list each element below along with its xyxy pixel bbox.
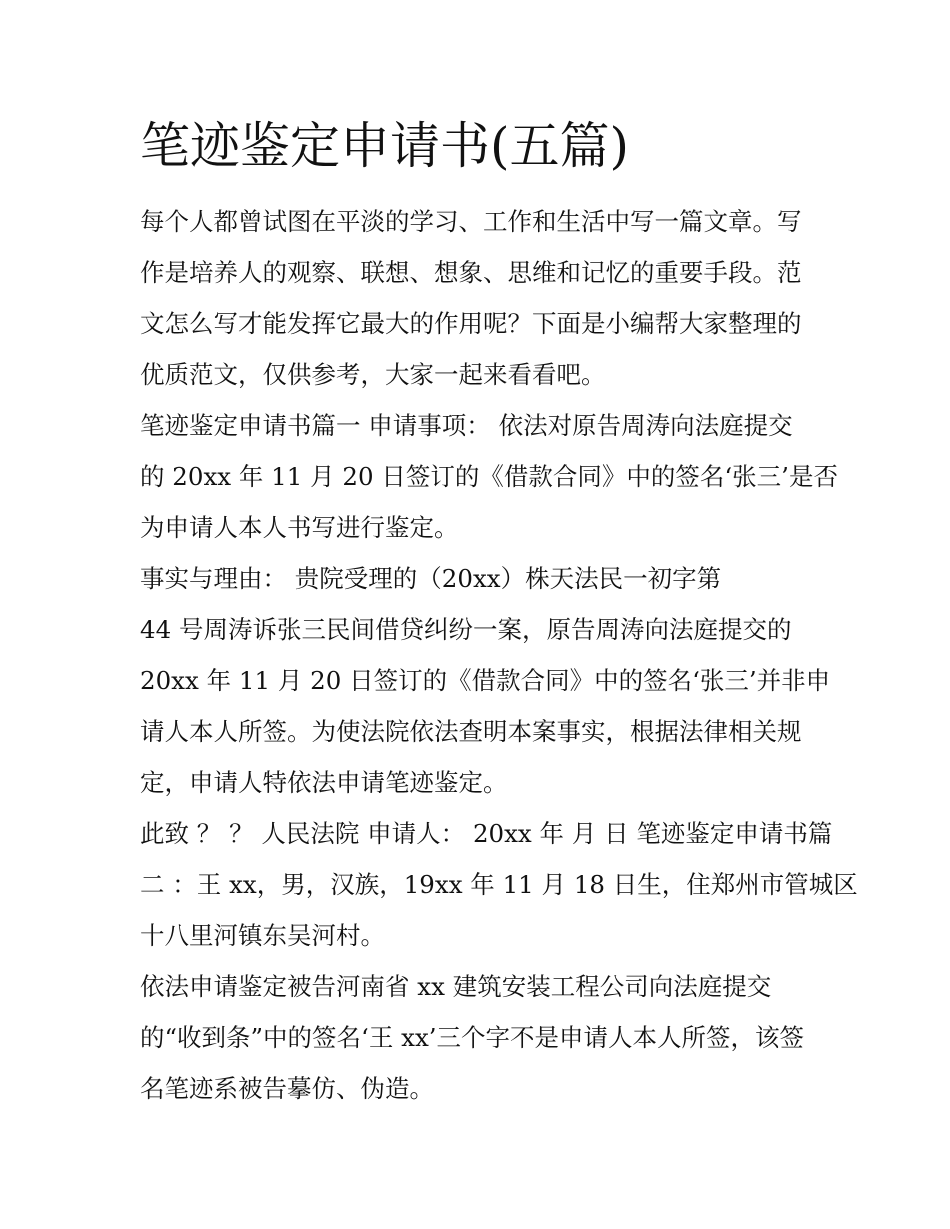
- text-line: 文怎么写才能发挥它最大的作用呢？下面是小编帮大家整理的: [140, 309, 802, 338]
- text-line: 此致 ？ ？ 人民法院 申请人： 20xx 年 月 日 笔迹鉴定申请书篇: [140, 819, 833, 848]
- text-line: 每个人都曾试图在平淡的学习、工作和生活中写一篇文章。写: [140, 207, 802, 236]
- text-line: 请人本人所签。为使法院依法查明本案事实，根据法律相关规: [140, 717, 802, 746]
- text-line: 20xx 年 11 月 20 日签订的《借款合同》中的签名‘张三’并非申: [140, 666, 831, 695]
- text-line: 事实与理由： 贵院受理的（20xx）株天法民一初字第: [140, 564, 722, 593]
- text-line: 的“收到条”中的签名‘王 xx’三个字不是申请人本人所签，该签: [140, 1023, 805, 1052]
- text-line: 44 号周涛诉张三民间借贷纠纷一案，原告周涛向法庭提交的: [140, 615, 792, 644]
- text-line: 为申请人本人书写进行鉴定。: [140, 513, 459, 542]
- page-title: 笔迹鉴定申请书(五篇): [140, 117, 630, 175]
- text-line: 十八里河镇东吴河村。: [140, 921, 385, 950]
- text-line: 作是培养人的观察、联想、想象、思维和记忆的重要手段。范: [140, 258, 802, 287]
- text-line: 依法申请鉴定被告河南省 xx 建筑安装工程公司向法庭提交: [140, 972, 772, 1001]
- text-line: 优质范文，仅供参考，大家一起来看看吧。: [140, 360, 606, 389]
- text-line: 笔迹鉴定申请书篇一 申请事项： 依法对原告周涛向法庭提交: [140, 411, 793, 440]
- text-line: 定，申请人特依法申请笔迹鉴定。: [140, 768, 508, 797]
- text-line: 名笔迹系被告摹仿、伪造。: [140, 1074, 434, 1103]
- text-line: 的 20xx 年 11 月 20 日签订的《借款合同》中的签名‘张三’是否: [140, 462, 838, 491]
- text-line: 二 ：王 xx，男，汉族，19xx 年 11 月 18 日生，住郑州市管城区: [140, 870, 858, 899]
